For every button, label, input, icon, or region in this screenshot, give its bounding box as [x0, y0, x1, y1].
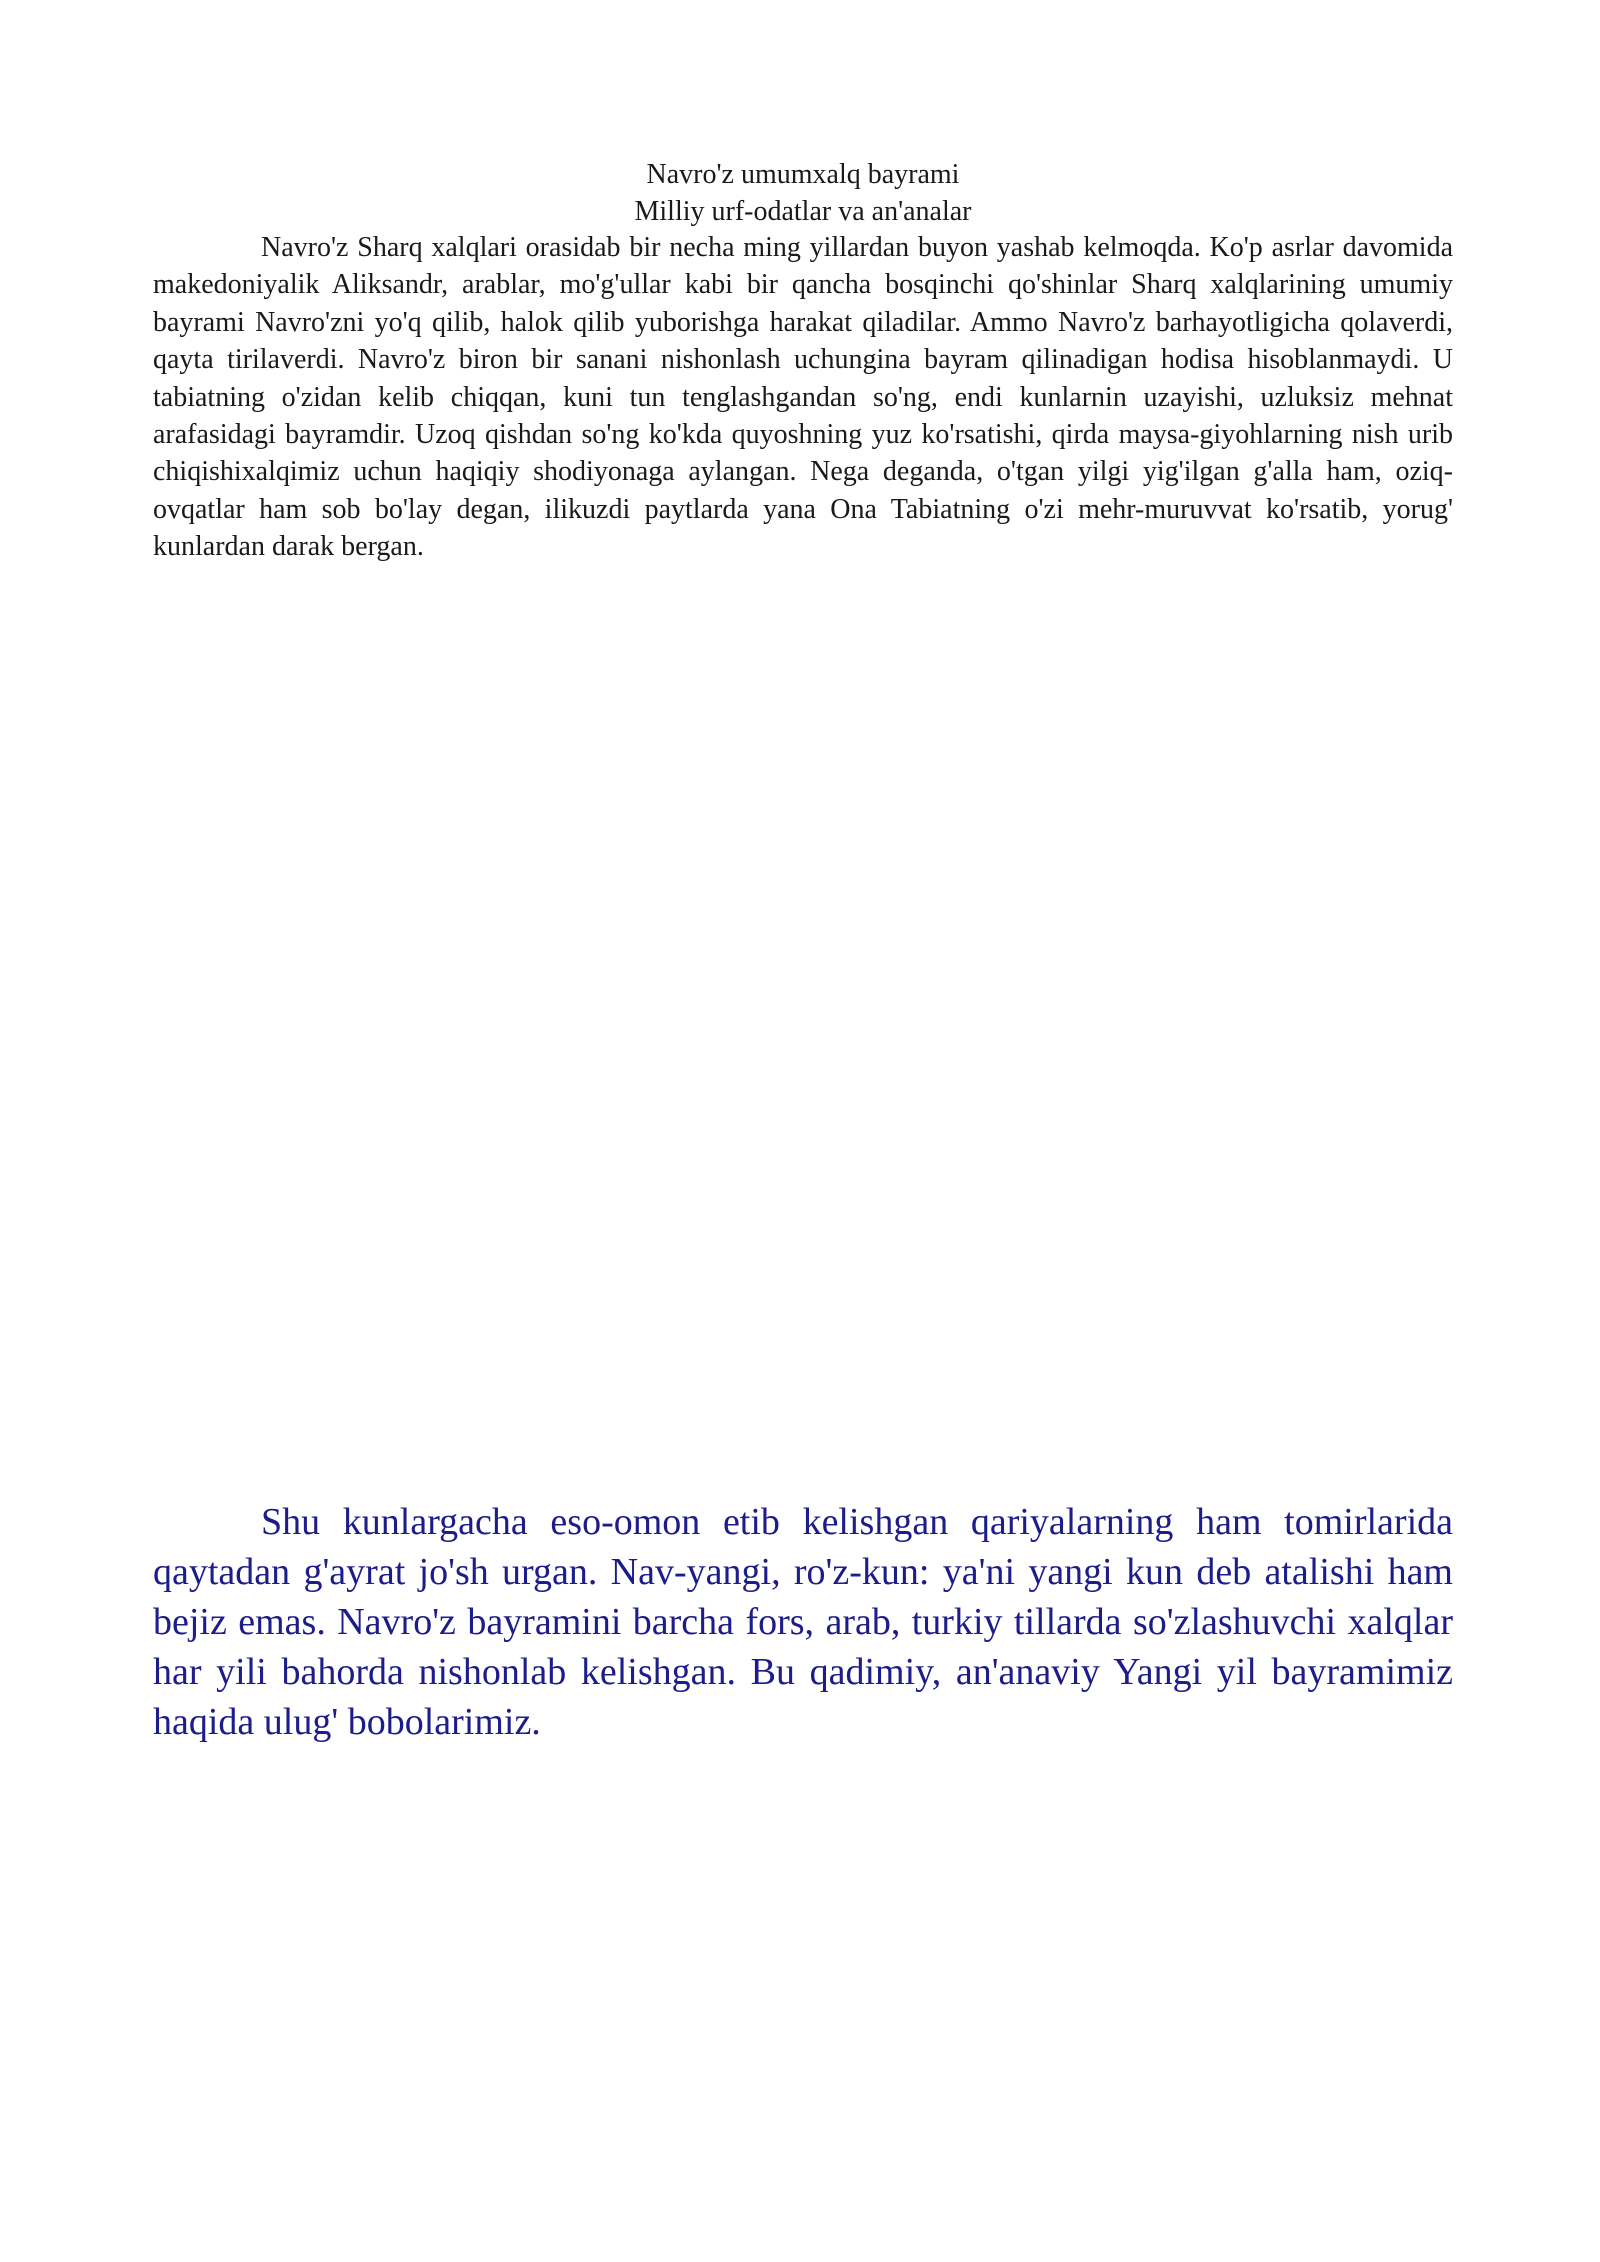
- body-paragraph-2: Shu kunlargacha eso-omon etib kelishgan qariyalarning ham tomirlarida qaytadan g'ayrat jo'sh urgan. Nav-yangi, ro'z-kun: ya'ni yangi kun deb atalishi ham bejiz emas. Navro'z bayramini barcha fors, arab, turkiy tillarda so'zlashuvchi xalqlar har yili bahorda nishonlab kelishgan. Bu qadimiy, an'anaviy Yangi yil bayramimiz haqida ulug' bobolarimiz.: [153, 1501, 1453, 1743]
- body-paragraph-1: Navro'z Sharq xalqlari orasidab bir necha ming yillardan buyon yashab kelmoqda. Ko'p asrlar davomida makedoniyalik Aliksandr, arablar, mo'g'ullar kabi bir qancha bosqinchi qo'shinlar Sharq xalqlarining umumiy bayrami Navro'zni yo'q qilib, halok qilib yuborishga harakat qiladilar. Ammo Navro'z barhayotligicha qolaverdi, qayta tirilaverdi. Navro'z biron bir sanani nishonlash uchungina bayram qilinadigan hodisa hisoblanmaydi. U tabiatning o'zidan kelib chiqqan, kuni tun tenglashgandan so'ng, endi kunlarnin uzayishi, uzluksiz mehnat arafasidagi bayramdir. Uzoq qishdan so'ng ko'kda quyoshning yuz ko'rsatishi, qirda maysa-giyohlarning nish urib chiqishixalqimiz uchun haqiqiy shodiyonaga aylangan. Nega deganda, o'tgan yilgi yig'ilgan g'alla ham, oziq-ovqatlar ham sob bo'lay degan, ilikuzdi paytlarda yana Ona Tabiatning o'zi mehr-muruvvat ko'rsatib, yorug' kunlardan darak bergan.: [153, 232, 1453, 563]
- document-subtitle: Milliy urf-odatlar va an'analar: [634, 196, 972, 227]
- document-title: Navro'z umumxalq bayrami: [646, 159, 960, 190]
